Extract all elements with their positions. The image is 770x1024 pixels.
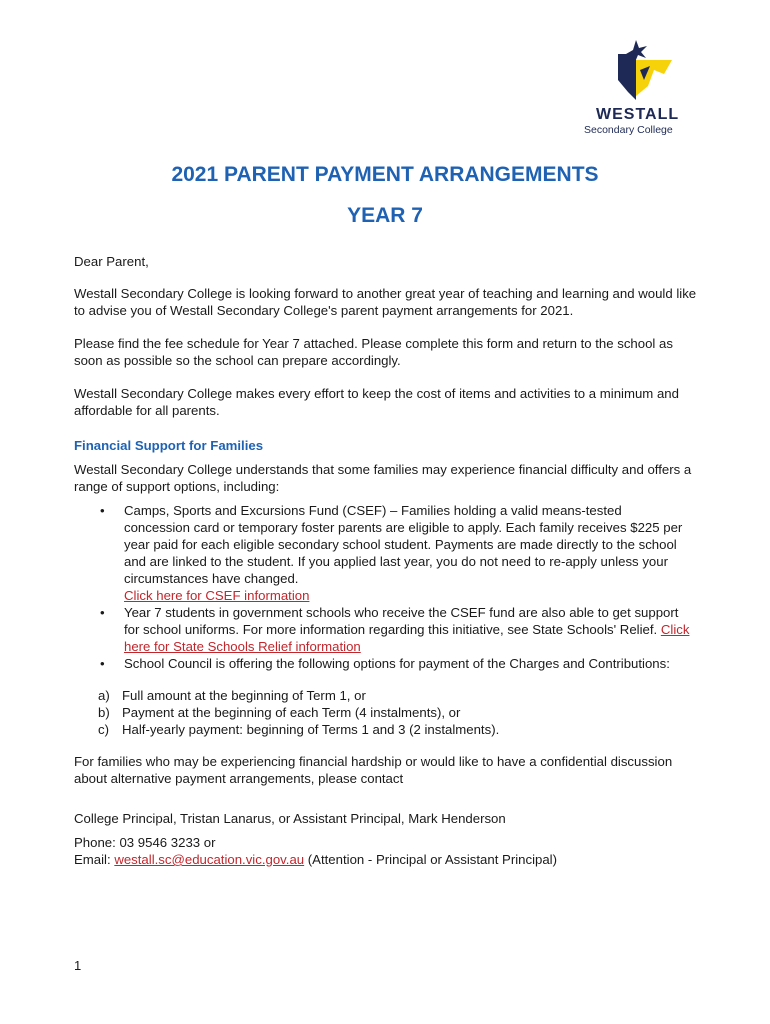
phone-line: Phone: 03 9546 3233 or <box>74 835 216 850</box>
payment-options-text: School Council is offering the following options for payment of the Charges and Contributions: <box>124 656 670 671</box>
option-item: c) Half-yearly payment: beginning of Terms 1 and 3 (2 instalments). <box>98 722 500 737</box>
hardship-paragraph: For families who may be experiencing financial hardship or would like to have a confidential discussion about alternative payment arrangements, please contact <box>74 754 673 786</box>
page-subtitle: YEAR 7 <box>347 204 423 227</box>
option-item: b) Payment at the beginning of each Term (4 instalments), or <box>98 705 461 720</box>
intro-paragraph: Westall Secondary College is looking forward to another great year of teaching and learning and would like to advise you of Westall Secondary College's parent payment arrangements for 2021. <box>74 286 697 318</box>
contact-details <box>74 834 699 868</box>
page-number: 1 <box>74 958 82 973</box>
logo-subtitle: Secondary College <box>584 124 673 136</box>
payment-options-sublist <box>98 687 688 738</box>
email-link[interactable]: westall.sc@education.vic.gov.au <box>114 852 305 867</box>
bullet-icon: • <box>100 656 105 671</box>
fee-schedule-paragraph: Please find the fee schedule for Year 7 attached. Please complete this form and return to the school as soon as possible so the school can prepare accordingly. <box>74 336 673 368</box>
bullet-icon: • <box>100 605 105 620</box>
cost-paragraph: Westall Secondary College makes every effort to keep the cost of items and activities to a minimum and affordable for all parents. <box>74 386 679 418</box>
page-title: 2021 PARENT PAYMENT ARRANGEMENTS <box>171 163 599 186</box>
csef-text: Camps, Sports and Excursions Fund (CSEF) – Families holding a valid means-tested concession card or temporary foster parents are eligible to apply. Each family receives $225 per year paid for each eligible secondary school student. Payments are made directly to the school and are linked to the student. If you applied last year, you do not need to re-apply unless your circumstances have changed. <box>124 503 683 586</box>
csef-info-link[interactable]: Click here for CSEF information <box>124 588 310 603</box>
contact-people: College Principal, Tristan Lanarus, or Assistant Principal, Mark Henderson <box>74 811 506 826</box>
list-item <box>100 502 690 604</box>
logo-emblem-icon <box>614 40 674 106</box>
section-heading: Financial Support for Families <box>74 438 264 453</box>
list-item <box>100 604 690 655</box>
support-options-list <box>100 502 690 672</box>
uniform-text: Year 7 students in government schools who receive the CSEF fund are also able to get support for school uniforms. For more information regarding this initiative, see State Schools' Relief. <box>124 605 679 637</box>
email-line: Email: westall.sc@education.vic.gov.au (Attention - Principal or Assistant Principal) <box>74 852 557 867</box>
greeting: Dear Parent, <box>74 254 149 269</box>
support-intro: Westall Secondary College understands that some families may experience financial difficulty and offers a range of support options, including: <box>74 462 692 494</box>
bullet-icon: • <box>100 503 105 518</box>
list-item <box>100 655 690 672</box>
state-schools-relief-link[interactable]: Click here for State Schools Relief information <box>124 622 690 654</box>
logo-name: WESTALL <box>596 106 680 123</box>
option-item: a) Full amount at the beginning of Term 1, or <box>98 688 366 703</box>
college-logo <box>584 40 704 140</box>
